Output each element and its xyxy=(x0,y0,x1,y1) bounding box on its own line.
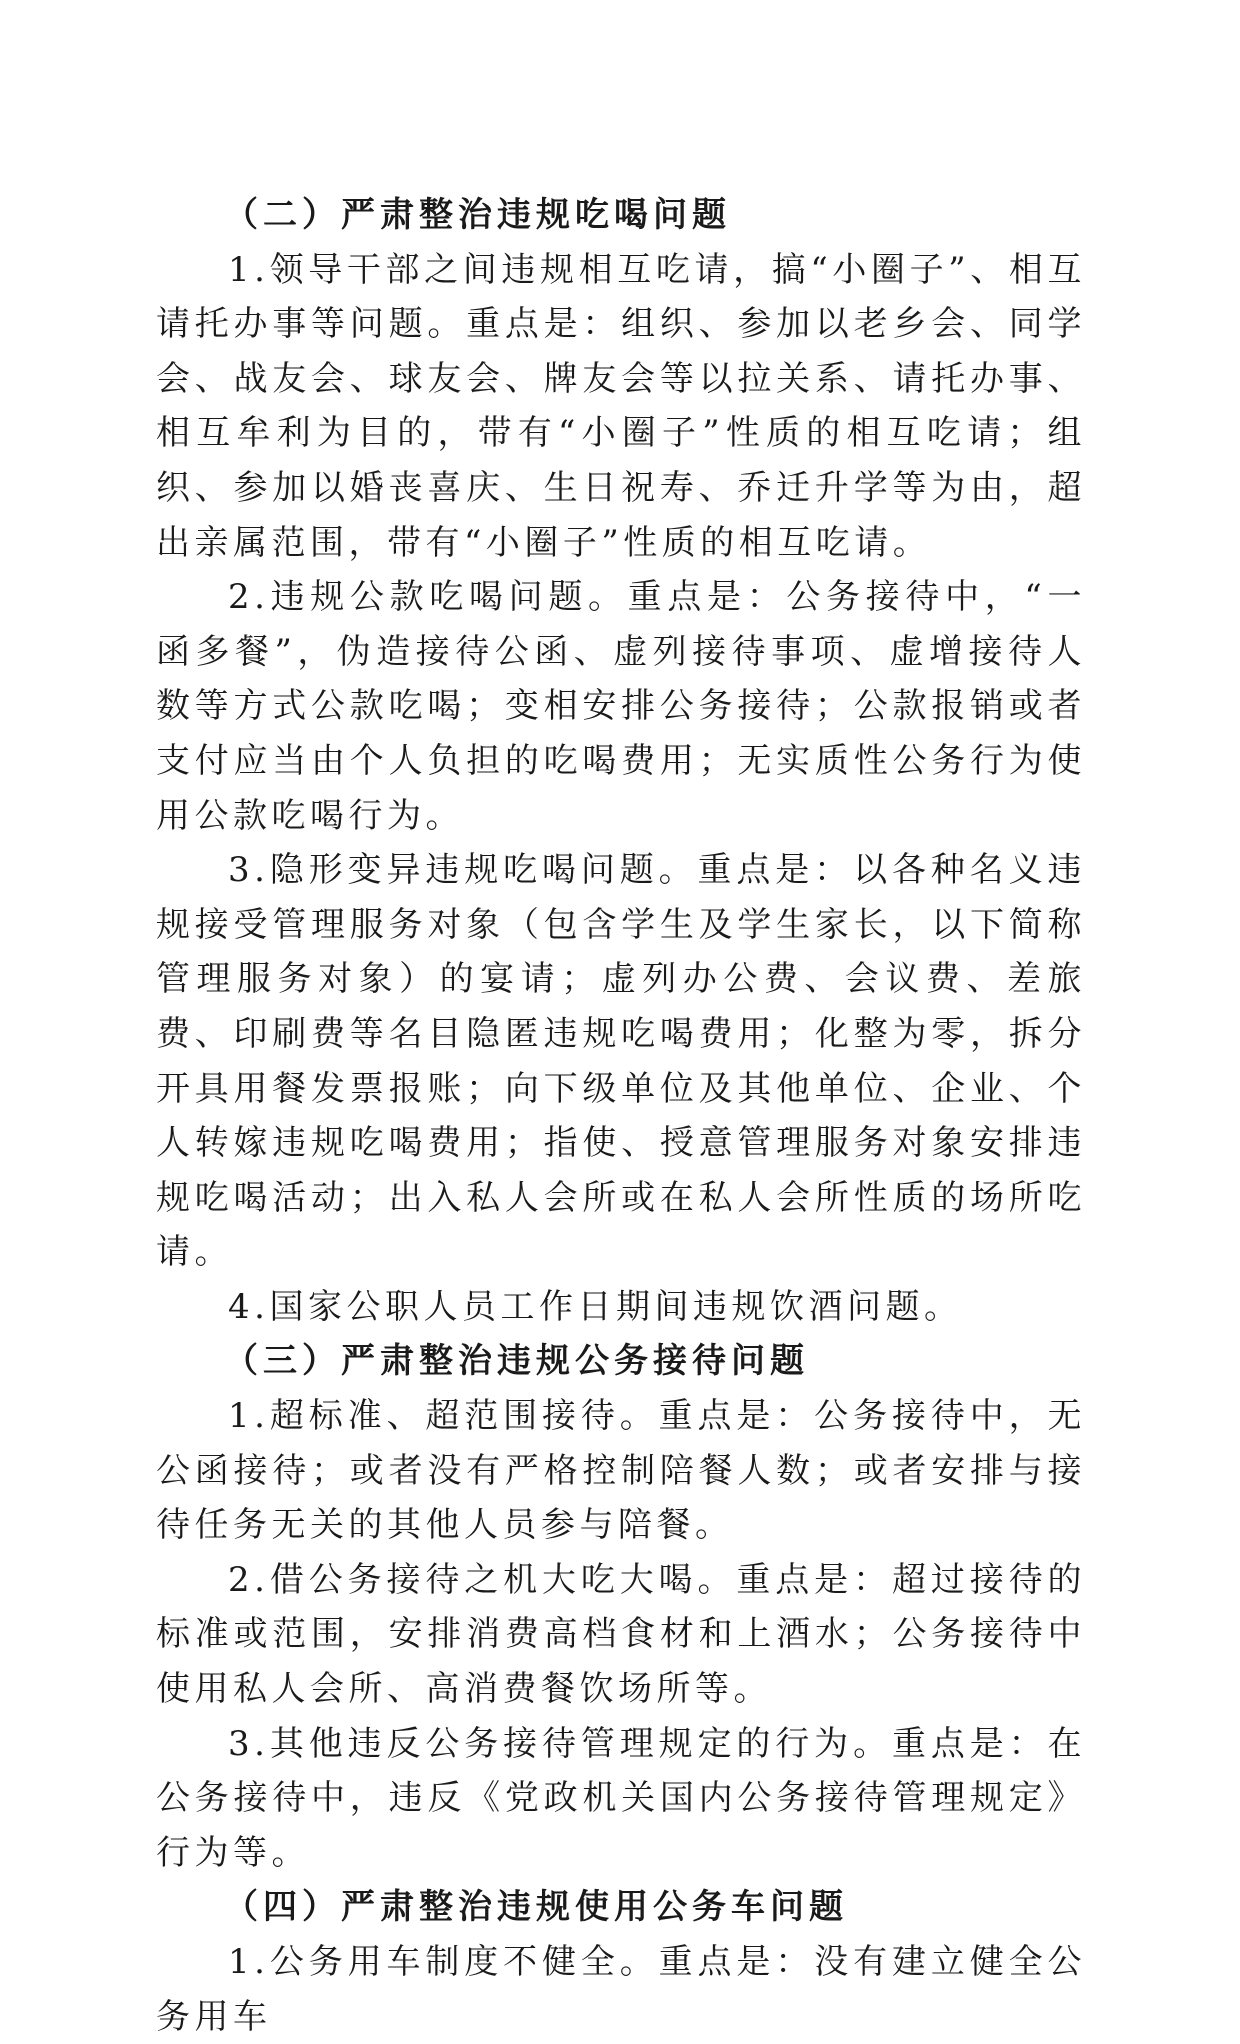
section-heading: （二）严肃整治违规吃喝问题 xyxy=(224,195,731,235)
document-body xyxy=(156,188,1086,2044)
paragraph: 3.其他违反公务接待管理规定的行为。重点是：在公务接待中，违反《党政机关国内公务接待管理规定》行为等。 xyxy=(156,1723,1086,1873)
paragraph: 1.公务用车制度不健全。重点是：没有建立健全公务用车 xyxy=(156,1942,1086,2037)
section-heading: （四）严肃整治违规使用公务车问题 xyxy=(224,1887,848,1928)
paragraph: 2.借公务接待之机大吃大喝。重点是：超过接待的标准或范围，安排消费高档食材和上酒水；公务接待中使用私人会所、高消费餐饮场所等。 xyxy=(156,1559,1086,1710)
paragraph: 1.领导干部之间违规相互吃请，搞“小圈子”、相互请托办事等问题。重点是：组织、参加以老乡会、同学会、战友会、球友会、牌友会等以拉关系、请托办事、相互牟利为目的，带有“小圈子”性质的相互吃请；组织、参加以婚丧喜庆、生日祝寿、乔迁升学等为由，超出亲属范围，带有“小圈子”性质的相互吃请。 xyxy=(156,249,1086,563)
paragraph: 2.违规公款吃喝问题。重点是：公务接待中，“一函多餐”，伪造接待公函、虚列接待事项、虚增接待人数等方式公款吃喝；变相安排公务接待；公款报销或者支付应当由个人负担的吃喝费用；无实质性公务行为使用公款吃喝行为。 xyxy=(156,577,1086,836)
paragraph: 4.国家公职人员工作日期间违规饮酒问题。 xyxy=(228,1286,963,1327)
paragraph: 3.隐形变异违规吃喝问题。重点是：以各种名义违规接受管理服务对象（包含学生及学生家长，以下简称管理服务对象）的宴请；虚列办公费、会议费、差旅费、印刷费等名目隐匿违规吃喝费用；化整为零，拆分开具用餐发票报账；向下级单位及其他单位、企业、个人转嫁违规吃喝费用；指使、授意管理服务对象安排违规吃喝活动；出入私人会所或在私人会所性质的场所吃请。 xyxy=(156,850,1086,1273)
section-heading: （三）严肃整治违规公务接待问题 xyxy=(224,1341,809,1382)
paragraph: 1.超标准、超范围接待。重点是：公务接待中，无公函接待；或者没有严格控制陪餐人数；或者安排与接待任务无关的其他人员参与陪餐。 xyxy=(156,1396,1086,1546)
